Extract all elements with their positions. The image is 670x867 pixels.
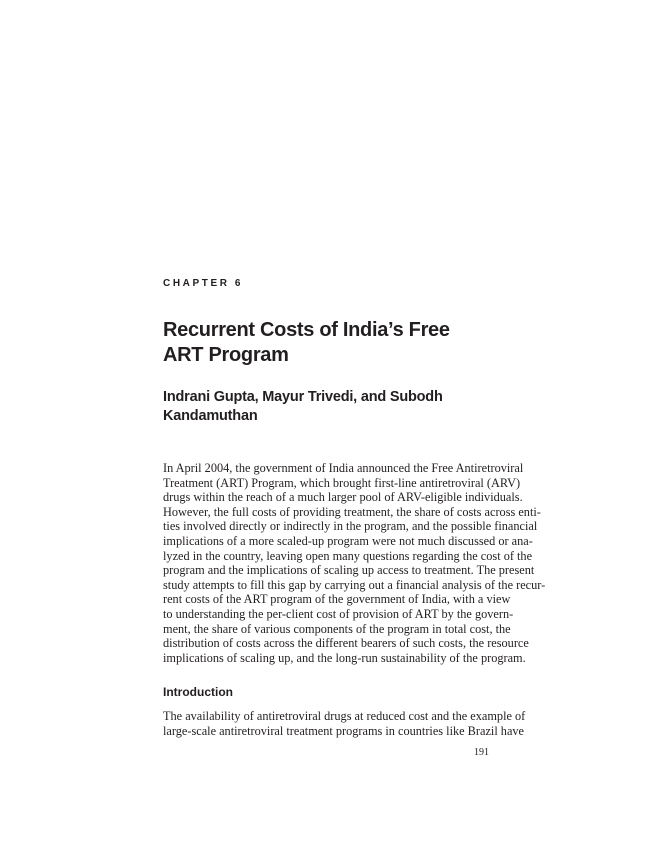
text-line: In April 2004, the government of India announced the Free Antiretroviral (163, 461, 524, 475)
page-number: 191 (474, 747, 489, 758)
text-line: program and the implications of scaling up access to treatment. The present (163, 563, 535, 578)
title-line: ART Program (163, 344, 289, 366)
text-line: to understanding the per-client cost of provision of ART by the govern- (163, 606, 514, 621)
title-line: Recurrent Costs of India’s Free (163, 319, 450, 341)
text-line: distribution of costs across the different bearers of such costs, the resource (163, 636, 529, 651)
text-line: study attempts to fill this gap by carrying out a financial analysis of the recur- (163, 577, 546, 592)
text-line: ment, the share of various components of the program in total cost, the (163, 621, 511, 636)
text-line: The availability of antiretroviral drugs at reduced cost and the example of (163, 709, 526, 723)
section-heading: Introduction (163, 685, 233, 699)
text-line: lyzed in the country, leaving open many questions regarding the cost of the (163, 548, 533, 563)
abstract-paragraph (163, 461, 546, 665)
text-line: However, the full costs of providing treatment, the share of costs across enti- (163, 504, 541, 519)
chapter-title (163, 318, 523, 368)
authors (163, 388, 523, 426)
text-line: drugs within the reach of a much larger pool of ARV-eligible individuals. (163, 490, 523, 505)
author-line: Indrani Gupta, Mayur Trivedi, and Subodh (163, 389, 443, 405)
text-line: large-scale antiretroviral treatment programs in countries like Brazil have (163, 723, 525, 738)
intro-paragraph (163, 709, 526, 738)
author-line: Kandamuthan (163, 408, 258, 424)
text-line: ties involved directly or indirectly in the program, and the possible financial (163, 519, 538, 534)
text-line: Treatment (ART) Program, which brought first-line antiretroviral (ARV) (163, 475, 521, 490)
text-line: implications of scaling up, and the long-run sustainability of the program. (163, 650, 526, 665)
chapter-label: CHAPTER 6 (163, 278, 244, 289)
text-line: implications of a more scaled-up program were not much discussed or ana- (163, 533, 533, 548)
text-line: rent costs of the ART program of the government of India, with a view (163, 592, 511, 607)
